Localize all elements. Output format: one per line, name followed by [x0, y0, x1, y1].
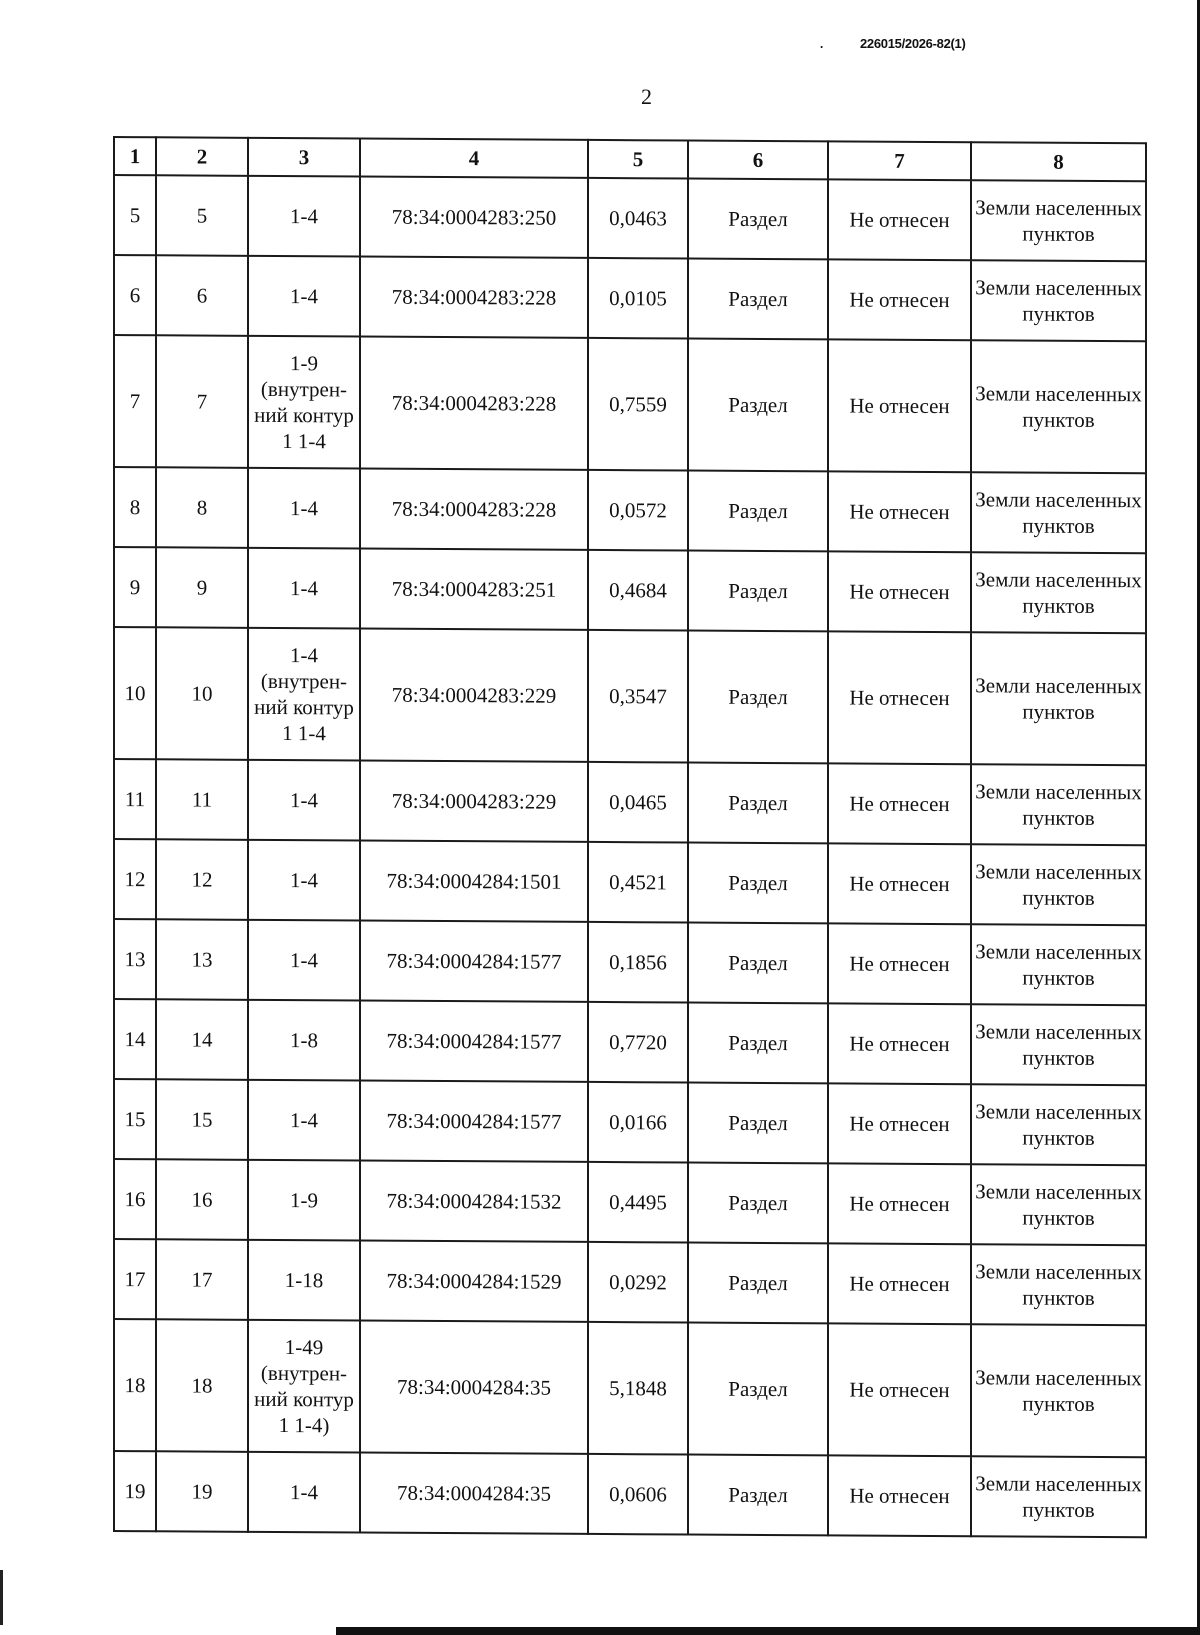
operation-cell: Раздел	[688, 923, 828, 1004]
cadastral-number-cell: 78:34:0004283:251	[360, 549, 588, 630]
item-number-cell: 10	[156, 627, 248, 760]
row-number-cell: 15	[114, 1079, 156, 1159]
column-header-1: 1	[114, 137, 156, 175]
table-row	[114, 759, 1146, 845]
points-cell: 1-4	[248, 840, 360, 921]
cadastral-number-cell: 78:34:0004283:250	[360, 177, 588, 258]
operation-cell: Раздел	[688, 843, 828, 924]
area-cell: 0,1856	[588, 922, 688, 1003]
points-cell: 1-4	[248, 548, 360, 629]
points-cell: 1-8	[248, 1000, 360, 1081]
operation-cell: Раздел	[688, 1323, 828, 1456]
item-number-cell: 14	[156, 999, 248, 1080]
category-status-cell: Не отнесен	[828, 763, 971, 844]
cadastral-number-cell: 78:34:0004284:1501	[360, 841, 588, 922]
item-number-cell: 16	[156, 1159, 248, 1240]
table-row	[114, 627, 1146, 765]
column-header-5: 5	[588, 140, 688, 179]
table-row	[114, 255, 1146, 341]
row-number-cell: 18	[114, 1319, 156, 1451]
column-header-8: 8	[971, 142, 1146, 181]
operation-cell: Раздел	[688, 631, 828, 764]
area-cell: 0,0105	[588, 258, 688, 339]
points-cell: 1-4 (внутрен-ний контур 1 1-4	[248, 628, 360, 761]
area-cell: 5,1848	[588, 1322, 688, 1455]
row-number-cell: 13	[114, 919, 156, 999]
area-cell: 0,7720	[588, 1002, 688, 1083]
table-row	[114, 1319, 1146, 1457]
row-number-cell: 8	[114, 467, 156, 547]
points-cell: 1-49 (внутрен-ний контур 1 1-4)	[248, 1320, 360, 1453]
land-category-cell: Земли населенных пунктов	[971, 552, 1146, 633]
cadastral-number-cell: 78:34:0004283:229	[360, 761, 588, 842]
cadastral-number-cell: 78:34:0004283:228	[360, 257, 588, 338]
points-cell: 1-4	[248, 920, 360, 1001]
table-header-row	[114, 137, 1146, 181]
item-number-cell: 7	[156, 335, 248, 468]
operation-cell: Раздел	[688, 1455, 828, 1536]
points-cell: 1-18	[248, 1240, 360, 1321]
points-cell: 1-4	[248, 1080, 360, 1161]
category-status-cell: Не отнесен	[828, 259, 971, 340]
cadastral-number-cell: 78:34:0004284:1577	[360, 1001, 588, 1082]
operation-cell: Раздел	[688, 1083, 828, 1164]
cadastral-number-cell: 78:34:0004284:1577	[360, 921, 588, 1002]
area-cell: 0,7559	[588, 338, 688, 471]
table-body	[114, 175, 1146, 1537]
operation-cell: Раздел	[688, 1003, 828, 1084]
operation-cell: Раздел	[688, 179, 828, 260]
category-status-cell: Не отнесен	[828, 923, 971, 1004]
item-number-cell: 18	[156, 1319, 248, 1452]
area-cell: 0,4495	[588, 1162, 688, 1243]
cadastral-number-cell: 78:34:0004283:229	[360, 629, 588, 762]
cadastral-number-cell: 78:34:0004283:228	[360, 337, 588, 470]
item-number-cell: 5	[156, 175, 248, 256]
land-category-cell: Земли населенных пунктов	[971, 1164, 1146, 1245]
category-status-cell: Не отнесен	[828, 1455, 971, 1536]
area-cell: 0,0166	[588, 1082, 688, 1163]
row-number-cell: 5	[114, 175, 156, 255]
area-cell: 0,3547	[588, 630, 688, 763]
operation-cell: Раздел	[688, 1243, 828, 1324]
item-number-cell: 12	[156, 839, 248, 920]
column-header-7: 7	[828, 141, 971, 180]
operation-cell: Раздел	[688, 551, 828, 632]
area-cell: 0,4684	[588, 550, 688, 631]
category-status-cell: Не отнесен	[828, 551, 971, 632]
item-number-cell: 8	[156, 467, 248, 548]
table-row	[114, 919, 1146, 1005]
table-row	[114, 999, 1146, 1085]
table-row	[114, 1079, 1146, 1165]
item-number-cell: 13	[156, 919, 248, 1000]
area-cell: 0,0463	[588, 178, 688, 259]
table-row	[114, 175, 1146, 261]
item-number-cell: 11	[156, 759, 248, 840]
points-cell: 1-4	[248, 468, 360, 549]
points-cell: 1-9	[248, 1160, 360, 1241]
cadastral-number-cell: 78:34:0004284:35	[360, 1453, 588, 1534]
item-number-cell: 15	[156, 1079, 248, 1160]
category-status-cell: Не отнесен	[828, 339, 971, 472]
area-cell: 0,0465	[588, 762, 688, 843]
area-cell: 0,0292	[588, 1242, 688, 1323]
bottom-scan-edge	[336, 1627, 1200, 1635]
column-header-2: 2	[156, 137, 248, 176]
points-cell: 1-4	[248, 1452, 360, 1533]
category-status-cell: Не отнесен	[828, 471, 971, 552]
area-cell: 0,0606	[588, 1454, 688, 1535]
points-cell: 1-4	[248, 256, 360, 337]
area-cell: 0,4521	[588, 842, 688, 923]
column-header-3: 3	[248, 138, 360, 177]
header-dot: .	[820, 36, 824, 51]
land-category-cell: Земли населенных пунктов	[971, 844, 1146, 925]
row-number-cell: 19	[114, 1451, 156, 1531]
land-category-cell: Земли населенных пунктов	[971, 1004, 1146, 1085]
land-category-cell: Земли населенных пунктов	[971, 472, 1146, 553]
row-number-cell: 14	[114, 999, 156, 1079]
item-number-cell: 17	[156, 1239, 248, 1320]
page-number: 2	[641, 84, 652, 109]
table-row	[114, 467, 1146, 553]
table-row	[114, 839, 1146, 925]
land-category-cell: Земли населенных пунктов	[971, 764, 1146, 845]
row-number-cell: 17	[114, 1239, 156, 1319]
points-cell: 1-4	[248, 176, 360, 257]
operation-cell: Раздел	[688, 339, 828, 472]
land-plot-table	[113, 136, 1147, 1538]
cadastral-number-cell: 78:34:0004283:228	[360, 469, 588, 550]
land-category-cell: Земли населенных пунктов	[971, 924, 1146, 1005]
category-status-cell: Не отнесен	[828, 1243, 971, 1324]
table-row	[114, 547, 1146, 633]
operation-cell: Раздел	[688, 259, 828, 340]
column-header-6: 6	[688, 141, 828, 180]
cadastral-number-cell: 78:34:0004284:35	[360, 1321, 588, 1454]
row-number-cell: 12	[114, 839, 156, 919]
row-number-cell: 16	[114, 1159, 156, 1239]
category-status-cell: Не отнесен	[828, 843, 971, 924]
land-category-cell: Земли населенных пунктов	[971, 180, 1146, 261]
land-category-cell: Земли населенных пунктов	[971, 1324, 1146, 1457]
category-status-cell: Не отнесен	[828, 1323, 971, 1456]
category-status-cell: Не отнесен	[828, 1163, 971, 1244]
area-cell: 0,0572	[588, 470, 688, 551]
points-cell: 1-4	[248, 760, 360, 841]
land-category-cell: Земли населенных пунктов	[971, 1084, 1146, 1165]
cadastral-number-cell: 78:34:0004284:1577	[360, 1081, 588, 1162]
item-number-cell: 19	[156, 1451, 248, 1532]
operation-cell: Раздел	[688, 763, 828, 844]
row-number-cell: 10	[114, 627, 156, 759]
land-category-cell: Земли населенных пунктов	[971, 632, 1146, 765]
document-number: 226015/2026-82(1)	[860, 36, 966, 51]
land-category-cell: Земли населенных пунктов	[971, 260, 1146, 341]
row-number-cell: 6	[114, 255, 156, 335]
table-row	[114, 335, 1146, 473]
table-row	[114, 1159, 1146, 1245]
cadastral-number-cell: 78:34:0004284:1529	[360, 1241, 588, 1322]
row-number-cell: 7	[114, 335, 156, 467]
operation-cell: Раздел	[688, 1163, 828, 1244]
land-category-cell: Земли населенных пунктов	[971, 1456, 1146, 1537]
table-row	[114, 1451, 1146, 1537]
land-category-cell: Земли населенных пунктов	[971, 1244, 1146, 1325]
cadastral-number-cell: 78:34:0004284:1532	[360, 1161, 588, 1242]
item-number-cell: 9	[156, 547, 248, 628]
left-scan-mark	[0, 1570, 3, 1625]
table-row	[114, 1239, 1146, 1325]
row-number-cell: 11	[114, 759, 156, 839]
category-status-cell: Не отнесен	[828, 179, 971, 260]
category-status-cell: Не отнесен	[828, 1003, 971, 1084]
operation-cell: Раздел	[688, 471, 828, 552]
points-cell: 1-9 (внутрен-ний контур 1 1-4	[248, 336, 360, 469]
category-status-cell: Не отнесен	[828, 631, 971, 764]
column-header-4: 4	[360, 139, 588, 178]
category-status-cell: Не отнесен	[828, 1083, 971, 1164]
item-number-cell: 6	[156, 255, 248, 336]
row-number-cell: 9	[114, 547, 156, 627]
land-category-cell: Земли населенных пунктов	[971, 340, 1146, 473]
